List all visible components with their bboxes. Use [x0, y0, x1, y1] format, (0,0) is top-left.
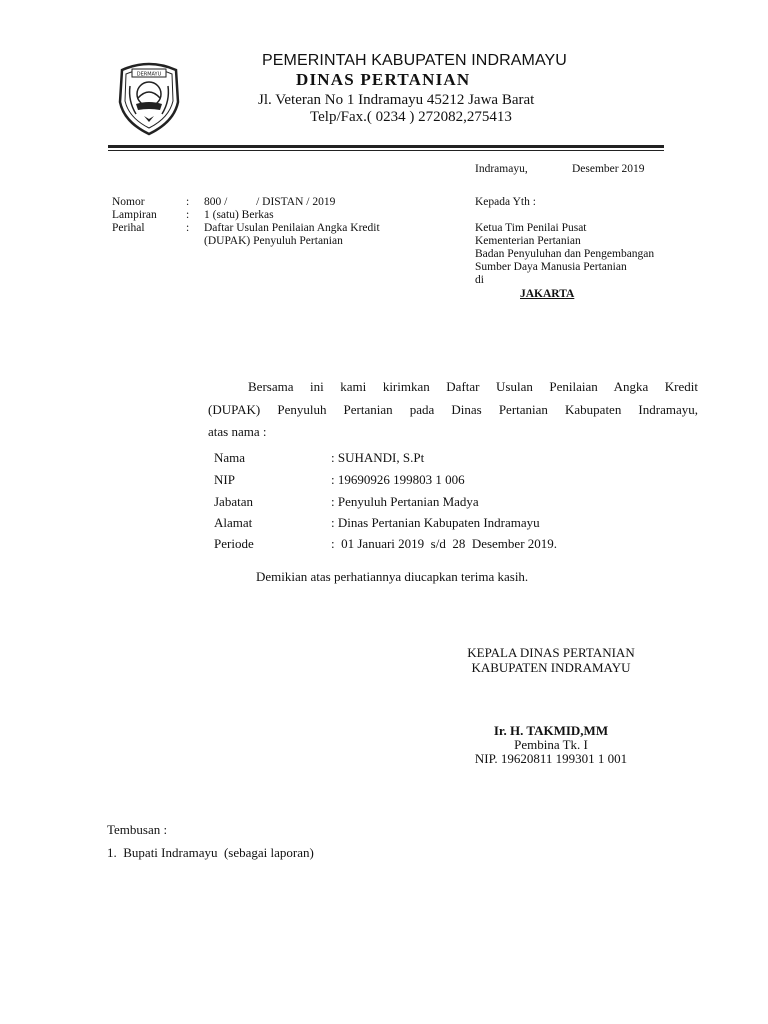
- letter-place: Indramayu,: [475, 163, 528, 175]
- body-line3: atas nama :: [208, 424, 267, 439]
- detail-alamat-label: Alamat: [214, 515, 253, 530]
- letterhead-phone: Telp/Fax.( 0234 ) 272082,275413: [310, 109, 512, 125]
- detail-periode-label: Periode: [214, 536, 254, 551]
- detail-nama-value: : SUHANDI, S.Pt: [331, 450, 425, 465]
- body-line1: Bersama ini kami kirimkan Daftar Usulan Penilaian Angka Kredit: [248, 379, 698, 394]
- letter-date: Desember 2019: [572, 163, 645, 175]
- letterhead-divider-thick: [108, 145, 664, 148]
- body-line2: (DUPAK) Penyuluh Pertanian pada Dinas Pertanian Kabupaten Indramayu,: [208, 402, 698, 417]
- recipient-line4: Sumber Daya Manusia Pertanian: [475, 261, 627, 273]
- tembusan-label: Tembusan :: [107, 822, 168, 837]
- detail-nip-value: : 19690926 199803 1 006: [331, 472, 465, 487]
- meta-perihal-value: Daftar Usulan Penilaian Angka Kredit: [204, 222, 380, 234]
- meta-perihal-colon: :: [186, 222, 190, 234]
- tembusan-item-1: 1. Bupati Indramayu (sebagai laporan): [107, 845, 314, 860]
- meta-lampiran-value: 1 (satu) Berkas: [204, 209, 274, 221]
- recipient-greeting: Kepada Yth :: [475, 196, 536, 208]
- signatory-name: Ir. H. TAKMID,MM: [493, 723, 609, 738]
- detail-jabatan-label: Jabatan: [214, 494, 253, 509]
- recipient-line3: Badan Penyuluhan dan Pengembangan: [475, 248, 655, 260]
- letterhead-address: Jl. Veteran No 1 Indramayu 45212 Jawa Barat: [258, 92, 535, 108]
- detail-nama-label: Nama: [214, 450, 246, 465]
- recipient-line1: Ketua Tim Penilai Pusat: [475, 222, 587, 234]
- recipient-line5: di: [475, 274, 484, 286]
- recipient-city: JAKARTA: [520, 288, 575, 300]
- signature-title-line2: KABUPATEN INDRAMAYU: [471, 660, 631, 675]
- regency-emblem: [114, 56, 184, 136]
- letterhead-divider-thin: [108, 150, 664, 151]
- detail-alamat-value: : Dinas Pertanian Kabupaten Indramayu: [331, 515, 540, 530]
- detail-jabatan-value: : Penyuluh Pertanian Madya: [331, 494, 479, 509]
- meta-nomor-colon: :: [186, 196, 190, 208]
- meta-lampiran-colon: :: [186, 209, 190, 221]
- meta-perihal-value-line2: (DUPAK) Penyuluh Pertanian: [204, 235, 343, 247]
- meta-nomor-value: 800 / / DISTAN / 2019: [204, 196, 336, 208]
- signatory-nip: NIP. 19620811 199301 1 001: [474, 751, 628, 766]
- meta-nomor-label: Nomor: [112, 196, 145, 208]
- letterhead-agency: DINAS PERTANIAN: [296, 70, 471, 89]
- emblem-banner-text: DERMAYU: [136, 71, 162, 78]
- closing-sentence: Demikian atas perhatiannya diucapkan terima kasih.: [256, 569, 529, 584]
- meta-perihal-label: Perihal: [112, 222, 145, 234]
- recipient-line2: Kementerian Pertanian: [475, 235, 581, 247]
- meta-lampiran-label: Lampiran: [112, 209, 157, 221]
- detail-periode-value: : 01 Januari 2019 s/d 28 Desember 2019.: [331, 536, 558, 551]
- letterhead-government: PEMERINTAH KABUPATEN INDRAMAYU: [262, 52, 567, 69]
- signature-title-line1: KEPALA DINAS PERTANIAN: [467, 645, 635, 660]
- detail-nip-label: NIP: [214, 472, 235, 487]
- signatory-rank: Pembina Tk. I: [514, 737, 588, 752]
